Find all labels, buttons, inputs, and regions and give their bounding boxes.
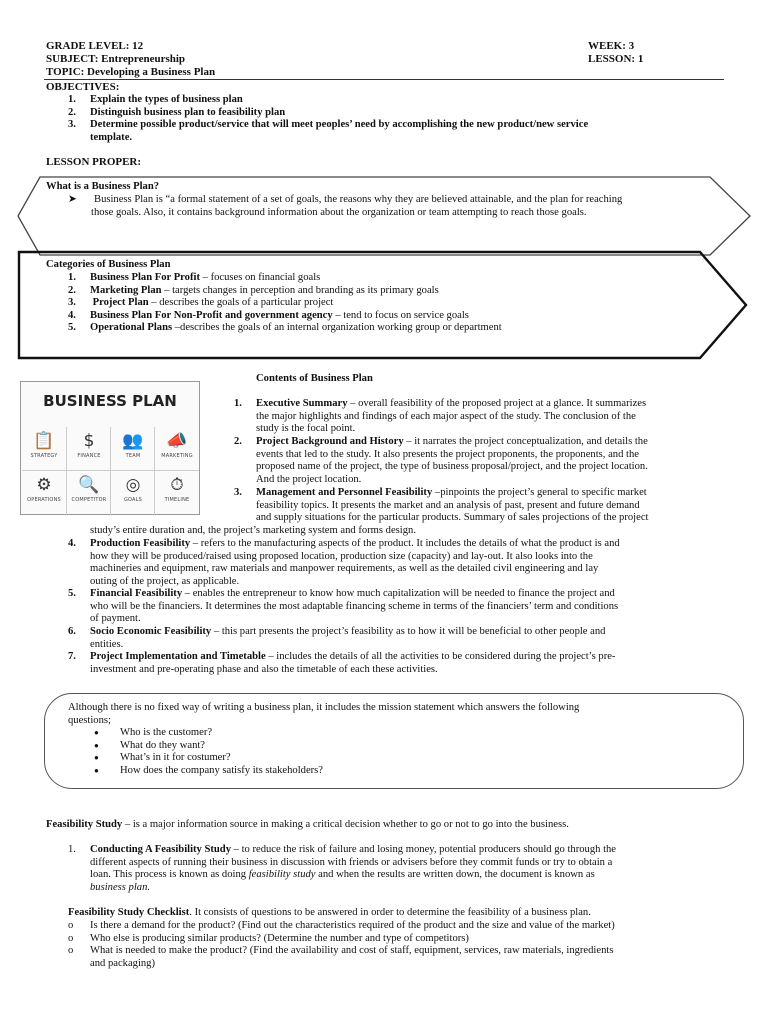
checklist-item: o Is there a demand for the product? (Find out the characteristics required of the product and the size and value of the market) xyxy=(68,920,615,931)
feasibility-definition: Feasibility Study – is a major information source in making a critical decision whether to go or not to go into the business. xyxy=(46,819,569,830)
contents-item-4: 4. Production Feasibility – refers to the manufacturing aspects of the product. It includes the details of what the product is and how they will be produced/raised using proposed location, production size (capacity) and lay-out. It also looks into the machineries and equipment, raw materials and manpower requirements, as well as the detailed civil engineering and lay outing of the project, as applicable. xyxy=(68,538,620,587)
categories-list xyxy=(68,272,708,335)
mission-question: ● What’s in it for costumer? xyxy=(94,752,231,764)
category-item: 1. Business Plan For Profit – focuses on financial goals xyxy=(68,272,321,283)
lesson-proper-title: LESSON PROPER: xyxy=(46,156,142,168)
contents-item-6: 6. Socio Economic Feasibility – this part presents the project’s feasibility as to how it will be beneficial to other people and entities. xyxy=(68,626,606,650)
feasibility-checklist: Feasibility Study Checklist. It consists of questions to be answered in order to determine the feasibility of a business plan. xyxy=(68,907,591,918)
mission-question: ● How does the company satisfy its stakeholders? xyxy=(94,764,324,776)
grade-level: GRADE LEVEL: 12 xyxy=(46,40,144,52)
contents-item-1: 1. Executive Summary – overall feasibility of the proposed project at a glance. It summarizes the major highlights and findings of each major aspect of the study. The conclusion of the study is the focal point. xyxy=(234,398,647,435)
what-is-body: ➤ Business Plan is “a formal statement of a set of goals, the reasons why they are believed attainable, and the plan for reaching those goals. Also, it contains background information about the organization or team attempting to reach those goals. xyxy=(68,194,623,218)
strategy-icon: 📋 STRATEGY xyxy=(30,431,58,459)
marketing-icon: 📣 MARKETING xyxy=(154,427,199,471)
categories-title: Categories of Business Plan xyxy=(46,259,171,270)
objective-item-continuation: template. xyxy=(90,131,133,143)
business-plan-infographic xyxy=(20,381,200,515)
objective-item: 1. Explain the types of business plan xyxy=(68,94,243,105)
checklist-item-continuation: and packaging) xyxy=(90,957,156,969)
lesson: LESSON: 1 xyxy=(588,53,644,65)
mission-question: ● Who is the customer? xyxy=(94,727,213,739)
contents-item-5: 5. Financial Feasibility – enables the entrepreneur to know how much capitalization will be needed to finance the project and who will be the financiers. It determines the most adaptable financing scheme in terms of the financiers’ term and conditions of payment. xyxy=(68,588,619,625)
contents-item-3-continuation: study’s entire duration and, the project’s marketing system and forms design. xyxy=(90,525,416,536)
contents-item-7: 7. Project Implementation and Timetable – includes the details of all the activities to be considered during the project’s pre- investment and pre-operating phase and also the timetable of each these activities. xyxy=(68,651,616,675)
goals-icon: ◎ GOALS xyxy=(110,470,155,515)
checklist-item: o What is needed to make the product? (Find the availability and cost of staff, equipment, services, raw materials, ingredients xyxy=(68,945,614,957)
objective-item: 2. Distinguish business plan to feasibility plan xyxy=(68,106,286,118)
contents-title: Contents of Business Plan xyxy=(256,373,373,384)
contents-item-3: 3. Management and Personnel Feasibility –pinpoints the project’s general to specific market feasibility topics. It presents the market and an analysis of past, present and future demand and supply situations for the particular products. Summary of sales projections of the project xyxy=(234,487,649,524)
category-item: 3. Project Plan – describes the goals of a particular project xyxy=(68,297,334,309)
infographic-title: BUSINESS PLAN xyxy=(43,392,177,410)
category-item: 2. Marketing Plan – targets changes in perception and branding as its primary goals xyxy=(68,284,439,296)
topic: TOPIC: Developing a Business Plan xyxy=(46,66,216,78)
week: WEEK: 3 xyxy=(588,40,635,52)
operations-icon: ⚙ OPERATIONS xyxy=(22,470,66,515)
subject: SUBJECT: Entrepreneurship xyxy=(46,53,186,65)
team-icon: 👥 TEAM xyxy=(110,427,155,471)
mission-question: ● What do they want? xyxy=(94,739,206,751)
what-is-title: What is a Business Plan? xyxy=(46,181,160,192)
category-item: 5. Operational Plans –describes the goals of an internal organization working group or department xyxy=(68,322,502,334)
checklist-item: o Who else is producing similar products? (Determine the number and type of competitors) xyxy=(68,932,469,944)
checklist-items xyxy=(68,920,732,970)
finance-icon: $ FINANCE xyxy=(66,427,111,471)
objective-item: 3. Determine possible product/service that will meet peoples’ need by accomplishing the new product/new service xyxy=(68,119,589,131)
category-item: 4. Business Plan For Non-Profit and government agency – tend to focus on service goals xyxy=(68,309,469,321)
objectives-title: OBJECTIVES: xyxy=(46,81,120,93)
timeline-icon: ⏱ TIMELINE xyxy=(154,470,199,515)
mission-statement-body: Although there is no fixed way of writing a business plan, it includes the mission statement which answers the following questions; ● Who is the customer? ● What do they want? ● What’s in it for costumer? ● How does the company satisfy its stakeholders? xyxy=(68,702,728,778)
feasibility-item-1: 1. Conducting A Feasibility Study – to reduce the risk of failure and losing money, potential producers should go through the different aspects of running their business in discussion with friends or advisers before they commit funds or try to obtain a loan. This process is known as doing feasibility study and when the results are written down, the document is known as business plan. xyxy=(68,844,617,893)
arrow-bullet-icon: ➤ xyxy=(68,194,77,205)
competitor-icon: 🔍 COMPETITOR xyxy=(66,470,111,515)
contents-item-2: 2. Project Background and History – it narrates the project conceptualization, and details the events that led to the study. It also presents the project proponents, the proponents, and the proposed name of the project, the type of business proposal/project, and the project location. And the project location. xyxy=(234,436,648,485)
